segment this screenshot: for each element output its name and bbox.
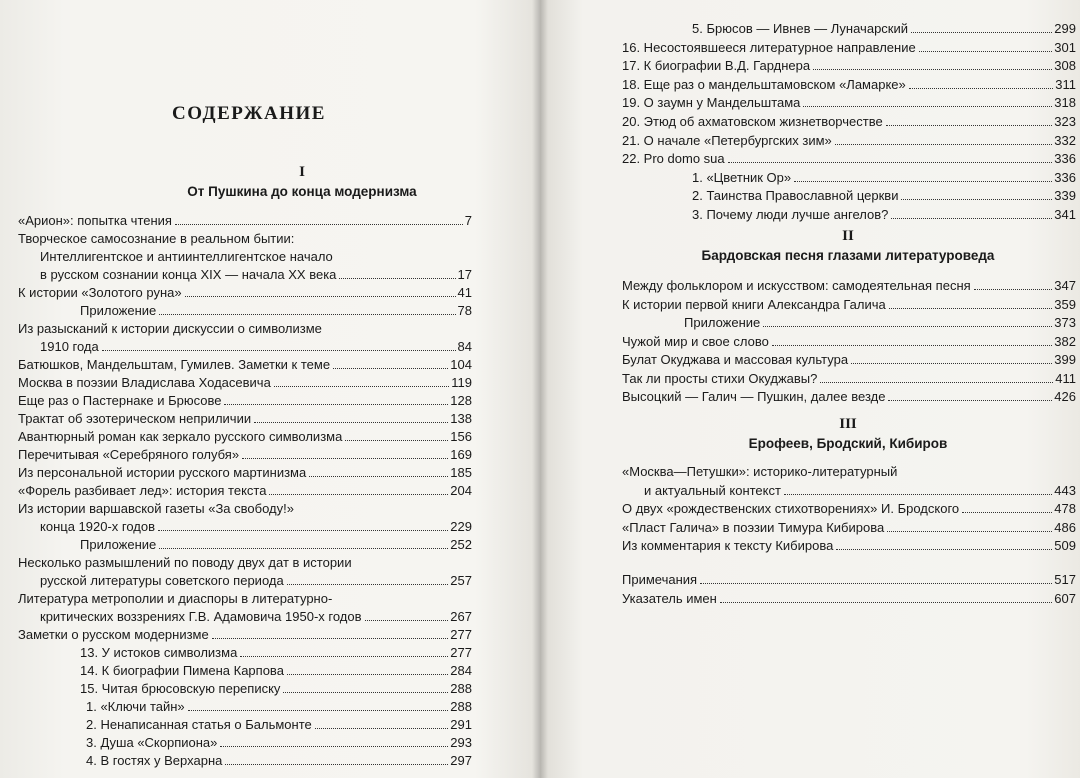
dot-leader (159, 314, 455, 315)
toc-entry-title: в русском сознании конца XIX — начала XX века (40, 267, 337, 282)
toc-entry-title: Из истории варшавской газеты «За свободу!» (18, 501, 294, 516)
toc-entry (18, 374, 472, 391)
toc-entry (622, 39, 1076, 56)
dot-leader (891, 218, 1052, 219)
toc-entry-title: К истории первой книги Александра Галича (622, 296, 886, 312)
toc-entry-title: 15. Читая брюсовскую переписку (80, 681, 281, 696)
toc-entry (18, 536, 472, 553)
dot-leader (919, 51, 1053, 52)
toc-entry-page: 78 (457, 303, 472, 318)
toc-entry (18, 356, 472, 373)
toc-entry-title: 4. В гостях у Верхарна (86, 753, 223, 768)
section-2-number: II (842, 228, 854, 244)
dot-leader (820, 382, 1053, 383)
toc-entry-page: 443 (1054, 482, 1076, 498)
dot-leader (240, 656, 448, 657)
dot-leader (283, 692, 448, 693)
toc-entry-page: 293 (450, 735, 472, 750)
toc-entry-title: Чужой мир и свое слово (622, 333, 769, 349)
toc-entry (622, 57, 1076, 74)
toc-entry-page: 277 (450, 627, 472, 642)
toc-entry-title: 1. «Цветник Ор» (692, 169, 792, 185)
toc-entry-page: 323 (1054, 114, 1076, 129)
section-1-number: I (299, 164, 305, 180)
toc-entry (622, 370, 1076, 387)
section-1-title: От Пушкина до конца модернизма (187, 184, 417, 199)
dot-leader (287, 674, 448, 675)
toc-entry-page: 311 (1055, 76, 1076, 92)
toc-entry-title: 1910 года (40, 339, 99, 354)
toc-entry (18, 698, 472, 715)
dot-leader (315, 728, 449, 729)
dot-leader (345, 440, 448, 441)
dot-leader (784, 494, 1052, 495)
toc-entry (18, 716, 472, 733)
toc-entry (18, 410, 472, 427)
toc-entry-page: 336 (1054, 169, 1076, 185)
dot-leader (269, 494, 448, 495)
toc-entry (622, 132, 1076, 149)
toc-entry-page: 185 (450, 465, 472, 480)
toc-entry-page: 297 (450, 753, 472, 768)
toc-entry-page: 41 (457, 285, 472, 300)
dot-leader (365, 620, 449, 621)
toc-entry-title: 19. О заумн у Мандельштама (622, 95, 801, 111)
dot-leader (851, 363, 1052, 364)
toc-entry-page: 204 (450, 483, 472, 498)
toc-entry-page: 291 (450, 717, 472, 732)
toc-entry-page: 84 (457, 339, 472, 354)
dot-leader (175, 224, 463, 225)
toc-entry (18, 500, 472, 517)
toc-entry-page: 119 (451, 375, 472, 390)
toc-entry-title: 18. Еще раз о мандельштамовском «Ламарке» (622, 76, 906, 92)
toc-entry-page: 17 (457, 267, 472, 282)
dot-leader (225, 764, 448, 765)
toc-entry (18, 752, 472, 769)
toc-entry-title: Булат Окуджава и массовая культура (622, 352, 849, 367)
toc-entry-title: Из персональной истории русского мартинизма (18, 465, 307, 480)
dot-leader (212, 638, 449, 639)
dot-leader (159, 548, 448, 549)
dot-leader (974, 289, 1053, 290)
toc-entry-title: 5. Брюсов — Ивнев — Луначарский (692, 21, 909, 36)
toc-entry (18, 734, 472, 751)
toc-entry-title: Интеллигентское и антиинтеллигентское начало (40, 249, 333, 264)
toc-entry-page: 277 (450, 645, 472, 660)
toc-entry-title: Из разысканий к истории дискуссии о символизме (18, 321, 322, 336)
toc-entry-title: 20. Этюд об ахматовском жизнетворчестве (622, 114, 883, 129)
toc-entry-page: 299 (1054, 21, 1076, 36)
toc-entry-title: Примечания (622, 572, 698, 587)
toc-entry-page: 229 (450, 519, 472, 534)
dot-leader (888, 400, 1052, 401)
toc-entry-title: Москва в поэзии Владислава Ходасевича (18, 375, 271, 390)
toc-entry (18, 554, 472, 571)
toc-entry-title: Между фольклором и искусством: самодеятельная песня (622, 278, 971, 293)
toc-entry-page: 284 (450, 663, 472, 678)
dot-leader (224, 404, 448, 405)
dot-leader (887, 531, 1052, 532)
toc-entry-page: 336 (1054, 151, 1076, 167)
toc-entry (622, 277, 1076, 294)
toc-entry-page: 7 (464, 213, 472, 228)
dot-leader (901, 199, 1052, 200)
toc-entry-page: 257 (450, 573, 472, 588)
toc-entry (18, 230, 472, 247)
toc-entry-page: 301 (1054, 39, 1076, 55)
toc-entry-title: Авантюрный роман как зеркало русского символизма (18, 429, 343, 444)
dot-leader (962, 512, 1052, 513)
toc-entry (622, 519, 1076, 536)
toc-entry-title: русской литературы советского периода (40, 573, 284, 588)
section-3-heading (622, 416, 1074, 455)
toc-entry-page: 426 (1054, 389, 1076, 404)
toc-entry-title: Литература метрополии и диаспоры в литературно- (18, 591, 333, 606)
toc-entry (622, 482, 1076, 499)
toc-entry (18, 266, 472, 283)
toc-entry-page: 308 (1054, 58, 1076, 74)
toc-entry (622, 388, 1076, 405)
toc-entry (18, 662, 472, 679)
toc-entry (18, 590, 472, 607)
toc-entry (622, 314, 1076, 331)
toc-entry-page: 128 (450, 393, 472, 408)
book-spine-shadow (532, 0, 548, 778)
toc-entry-title: Так ли просты стихи Окуджавы? (622, 370, 818, 386)
toc-entry-title: Батюшков, Мандельштам, Гумилев. Заметки к теме (18, 357, 331, 372)
toc-entry (622, 537, 1076, 554)
dot-leader (309, 476, 448, 477)
dot-leader (886, 125, 1053, 126)
dot-leader (102, 350, 456, 351)
toc-entry-page: 339 (1054, 188, 1076, 204)
toc-entry-title: критических воззрениях Г.В. Адамовича 1950-х годов (40, 609, 362, 624)
toc-entry (18, 338, 472, 355)
toc-entry-title: Приложение (80, 303, 157, 318)
toc-entry-page: 347 (1054, 278, 1076, 293)
toc-entry-title: 1. «Ключи тайн» (86, 699, 185, 714)
toc-entry-title: Творческое самосознание в реальном бытии: (18, 231, 295, 246)
toc-entry-page: 156 (450, 429, 472, 444)
toc-entry-title: «Москва—Петушки»: историко-литературный (622, 464, 898, 479)
toc-entry (18, 680, 472, 697)
toc-entry-title: «Пласт Галича» в поэзии Тимура Кибирова (622, 519, 885, 535)
toc-entry-title: «Форель разбивает лед»: история текста (18, 483, 267, 498)
toc-entry (622, 150, 1076, 167)
toc-heading: СОДЕРЖАНИЕ (172, 103, 326, 124)
toc-entry (622, 463, 1076, 480)
toc-entry-title: 16. Несостоявшееся литературное направление (622, 39, 916, 55)
dot-leader (220, 746, 448, 747)
toc-entry (18, 464, 472, 481)
toc-entry-title: Приложение (80, 537, 157, 552)
toc-entry-page: 486 (1054, 519, 1076, 535)
toc-entry (18, 428, 472, 445)
toc-entry-title: Перечитывая «Серебряного голубя» (18, 447, 240, 462)
toc-entry-page: 509 (1054, 538, 1076, 553)
toc-entry (18, 248, 472, 265)
dot-leader (836, 549, 1052, 550)
toc-entry-title: Указатель имен (622, 591, 717, 606)
toc-entry-page: 288 (450, 699, 472, 714)
toc-entry-page: 332 (1054, 132, 1076, 148)
toc-entry (18, 320, 472, 337)
toc-entry-title: 13. У истоков символизма (80, 645, 238, 660)
dot-leader (333, 368, 448, 369)
toc-entry (622, 187, 1076, 204)
toc-entry-title: и актуальный контекст (644, 482, 781, 498)
toc-entry (18, 392, 472, 409)
toc-entry-title: 2. Ненаписанная статья о Бальмонте (86, 717, 312, 732)
toc-entry (18, 608, 472, 625)
toc-entry-page: 517 (1054, 572, 1076, 587)
dot-leader (188, 710, 449, 711)
toc-entry (18, 284, 472, 301)
toc-entry (18, 446, 472, 463)
toc-entry-page: 359 (1054, 296, 1076, 312)
toc-entry (18, 644, 472, 661)
toc-entry (622, 113, 1076, 130)
toc-entry-page: 411 (1055, 370, 1076, 386)
dot-leader (909, 88, 1054, 89)
toc-entry-page: 169 (450, 447, 472, 462)
toc-entry (622, 590, 1076, 607)
toc-entry (18, 572, 472, 589)
dot-leader (287, 584, 449, 585)
section-1-heading (92, 164, 512, 203)
dot-leader (254, 422, 448, 423)
toc-entry-title: 14. К биографии Пимена Карпова (80, 663, 284, 678)
toc-entry-title: Приложение (684, 315, 761, 330)
toc-entry (622, 500, 1076, 517)
toc-entry-page: 288 (450, 681, 472, 696)
toc-entry-page: 267 (450, 609, 472, 624)
toc-entry (622, 20, 1076, 37)
dot-leader (794, 181, 1052, 182)
toc-entry (622, 333, 1076, 350)
toc-entry (622, 94, 1076, 111)
toc-entry-title: 3. Почему люди лучше ангелов? (692, 207, 889, 222)
toc-entry-title: Несколько размышлений по поводу двух дат в истории (18, 555, 352, 570)
toc-entry-page: 478 (1054, 501, 1076, 516)
dot-leader (720, 602, 1052, 603)
dot-leader (274, 386, 449, 387)
toc-entry-title: К истории «Золотого руна» (18, 285, 182, 300)
toc-entry-title: Из комментария к тексту Кибирова (622, 538, 834, 553)
toc-entry-page: 607 (1054, 591, 1076, 606)
dot-leader (835, 144, 1053, 145)
toc-entry-title: О двух «рождественских стихотворениях» И. Бродского (622, 501, 960, 516)
dot-leader (339, 278, 455, 279)
toc-entry-title: Еще раз о Пастернаке и Брюсове (18, 393, 222, 408)
dot-leader (728, 162, 1053, 163)
toc-entry-title: конца 1920-х годов (40, 519, 156, 534)
dot-leader (911, 32, 1052, 33)
dot-leader (185, 296, 456, 297)
toc-entry-page: 104 (450, 357, 472, 372)
dot-leader (803, 106, 1052, 107)
section-3-number: III (839, 416, 857, 432)
dot-leader (242, 458, 448, 459)
dot-leader (813, 69, 1052, 70)
toc-entry-page: 138 (450, 411, 472, 426)
toc-entry-page: 373 (1054, 315, 1076, 330)
toc-entry-page: 341 (1054, 207, 1076, 222)
toc-entry-title: 17. К биографии В.Д. Гарднера (622, 58, 811, 74)
toc-entry (622, 571, 1076, 588)
toc-entry (622, 351, 1076, 368)
toc-entry (622, 169, 1076, 186)
toc-entry-title: Высоцкий — Галич — Пушкин, далее везде (622, 389, 886, 404)
toc-entry-title: 21. О начале «Петербургских зим» (622, 132, 832, 148)
section-2-title: Бардовская песня глазами литературоведа (701, 248, 995, 263)
toc-entry-page: 252 (450, 537, 472, 552)
dot-leader (158, 530, 448, 531)
toc-entry-page: 318 (1054, 95, 1076, 111)
section-3-title: Ерофеев, Бродский, Кибиров (748, 436, 948, 451)
toc-entry (18, 626, 472, 643)
toc-entry (18, 482, 472, 499)
toc-entry (18, 302, 472, 319)
dot-leader (700, 583, 1052, 584)
right-page (540, 0, 1080, 778)
toc-entry (18, 212, 472, 229)
toc-entry (18, 518, 472, 535)
toc-entry-title: «Арион»: попытка чтения (18, 213, 172, 228)
section-2-heading (622, 228, 1074, 267)
dot-leader (772, 345, 1052, 346)
toc-entry (622, 296, 1076, 313)
toc-entry (622, 206, 1076, 223)
toc-entry (622, 76, 1076, 93)
dot-leader (889, 308, 1053, 309)
toc-entry-title: 3. Душа «Скорпиона» (86, 735, 218, 750)
toc-entry-title: Трактат об эзотерическом неприличии (18, 411, 252, 426)
toc-entry-title: 2. Таинства Православной церкви (692, 188, 899, 204)
toc-entry-title: 22. Pro domo sua (622, 151, 725, 167)
toc-entry-title: Заметки о русском модернизме (18, 627, 209, 642)
toc-entry-page: 382 (1054, 333, 1076, 349)
toc-entry-page: 399 (1054, 352, 1076, 367)
dot-leader (763, 326, 1052, 327)
